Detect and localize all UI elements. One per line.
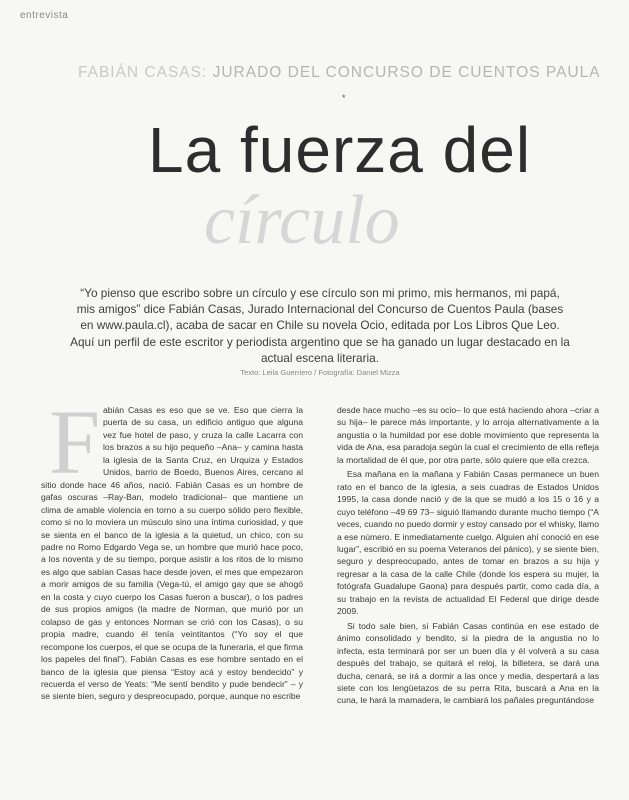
drop-cap: F [49,391,101,493]
kicker-name: FABIÁN CASAS: [78,64,208,81]
section-label: entrevista [20,10,69,21]
body-paragraph: Esa mañana en la mañana y Fabián Casas permanece un buen rato en el banco de la iglesia, a seis cuadras de Estados Unidos 1995, la casa donde nació y de la que se mudó a los 15 o 16 y a cuyo teléfono –49 69 73– siguió llamando durante mucho tiempo (“A veces, cuando no puedo dormir y estoy cansado por el whisky, llamo a ese número. E inmediatamente cuelgo. Alguien ahí conoció en ese lugar”, escribió en su poema Veteranos del pánico), y se siente bien, seguro y despreocupado, antes de tomar en brazos a su hija y regresar a la casa de la calle Chile (donde los espera su mujer, la fotógrafa Guadalupe Gaona) para después partir, como cada día, a su trabajo en la revista de actualidad El Federal que dirige desde 2009. [337,469,599,617]
body-column-right [337,404,599,709]
kicker [78,64,601,82]
body-column-left [41,391,303,705]
byline-credits: Texto: Leila Guerriero / Fotografía: Daniel Mizza [240,368,400,377]
headline-line-1: La fuerza del [148,114,532,186]
deck-intro: “Yo pienso que escribo sobre un círculo y ese círculo son mi primo, mis hermanos, mi papá, mis amigos” dice Fabián Casas, Jurado Internacional del Concurso de Cuentos Paula (bases en www.paula.cl), acaba de sacar en Chile su novela Ocio, editada por Los Libros Que Leo. Aquí un perfil de este escritor y periodista argentino que se ha ganado un lugar destacado en la actual escena literaria. [70,286,570,365]
body-paragraph: desde hace mucho –es su ocio– lo que está haciendo ahora –criar a su hija– le parece más importante, y lo arroja alternativamente a la angustia o la humildad por ese doble movimiento que representa la vida de Ana, esa paradoja según la cual el crecimiento de ella refleja la mortalidad de él que, por otra parte, sólo quiere que ella crezca. [337,405,599,465]
body-paragraph: Si todo sale bien, si Fabián Casas continúa en ese estado de ánimo consolidado y bendito, si la piedra de la angustia no lo infecta, esta terminará por ser un buen día y él volverá a su casa después del trabajo, se quitará el reloj, la billetera, se dará una ducha, cenará, se irá a dormir a las once y media, despertará a las siete con los lengüetazos de su perra Rita, buscará a Ana en la cuna, le hará la mamadera, le cambiará los pañales preguntándose [337,620,599,706]
headline-line-2: círculo [204,182,400,259]
body-paragraph: abián Casas es eso que se ve. Eso que cierra la puerta de su casa, un edificio antiguo que alguna vez fue hotel de paso, y cruza la calle Lacarra con los brazos a su hijo pequeño –Ana– y camina hasta la iglesia de la Santa Cruz, en Urquiza y Estados Unidos, barrio de Boedo, Buenos Aires, cercano al sitio donde hace 46 años, nació. Fabián Casas es un hombre de gafas oscuras –Ray-Ban, modelo tradicional– que mantiene un clima de amable violencia en torno a su cuerpo sólido pero flexible, como si no lo moviera un músculo sino una íntima curiosidad, y que se sienta en el banco de la iglesia a la quietud, un chico, con su padre no Romo Edgardo Vega se, un hombre que murió hace poco, a los noventa y de su tiempo, porque asistir a los ritos de lo mismo es algo que sabían Casas hace desde joven, el mes que empezaron a morir amigos de su familia (Vega-tú, el amigo gay que se ahogó en la costa y cuyo cuerpo los Casas fueron a buscar), o los padres de sus propios amigos (la madre de Norman, que murió por un colapso de gas y entonces Norman se crió con los Casas), o su propia madre, cuando él tenía veintitantos (“Yo soy el que recompone los cuerpos, el que se ocupa de la funeraria, el que firma los papeles del final”). Fabián Casas es ese hombre sentado en el banco de la iglesia que piensa “Estoy acá y estoy bendecido” y recuerda el verso de Yeats: “Me sentí bendito y pude bendecir” – y se siente bien, seguro y despreocupado, porque, aunque no escribe [41,405,303,702]
kicker-subtitle: JURADO DEL CONCURSO DE CUENTOS PAULA [207,64,601,81]
tick-mark: * [342,93,346,103]
